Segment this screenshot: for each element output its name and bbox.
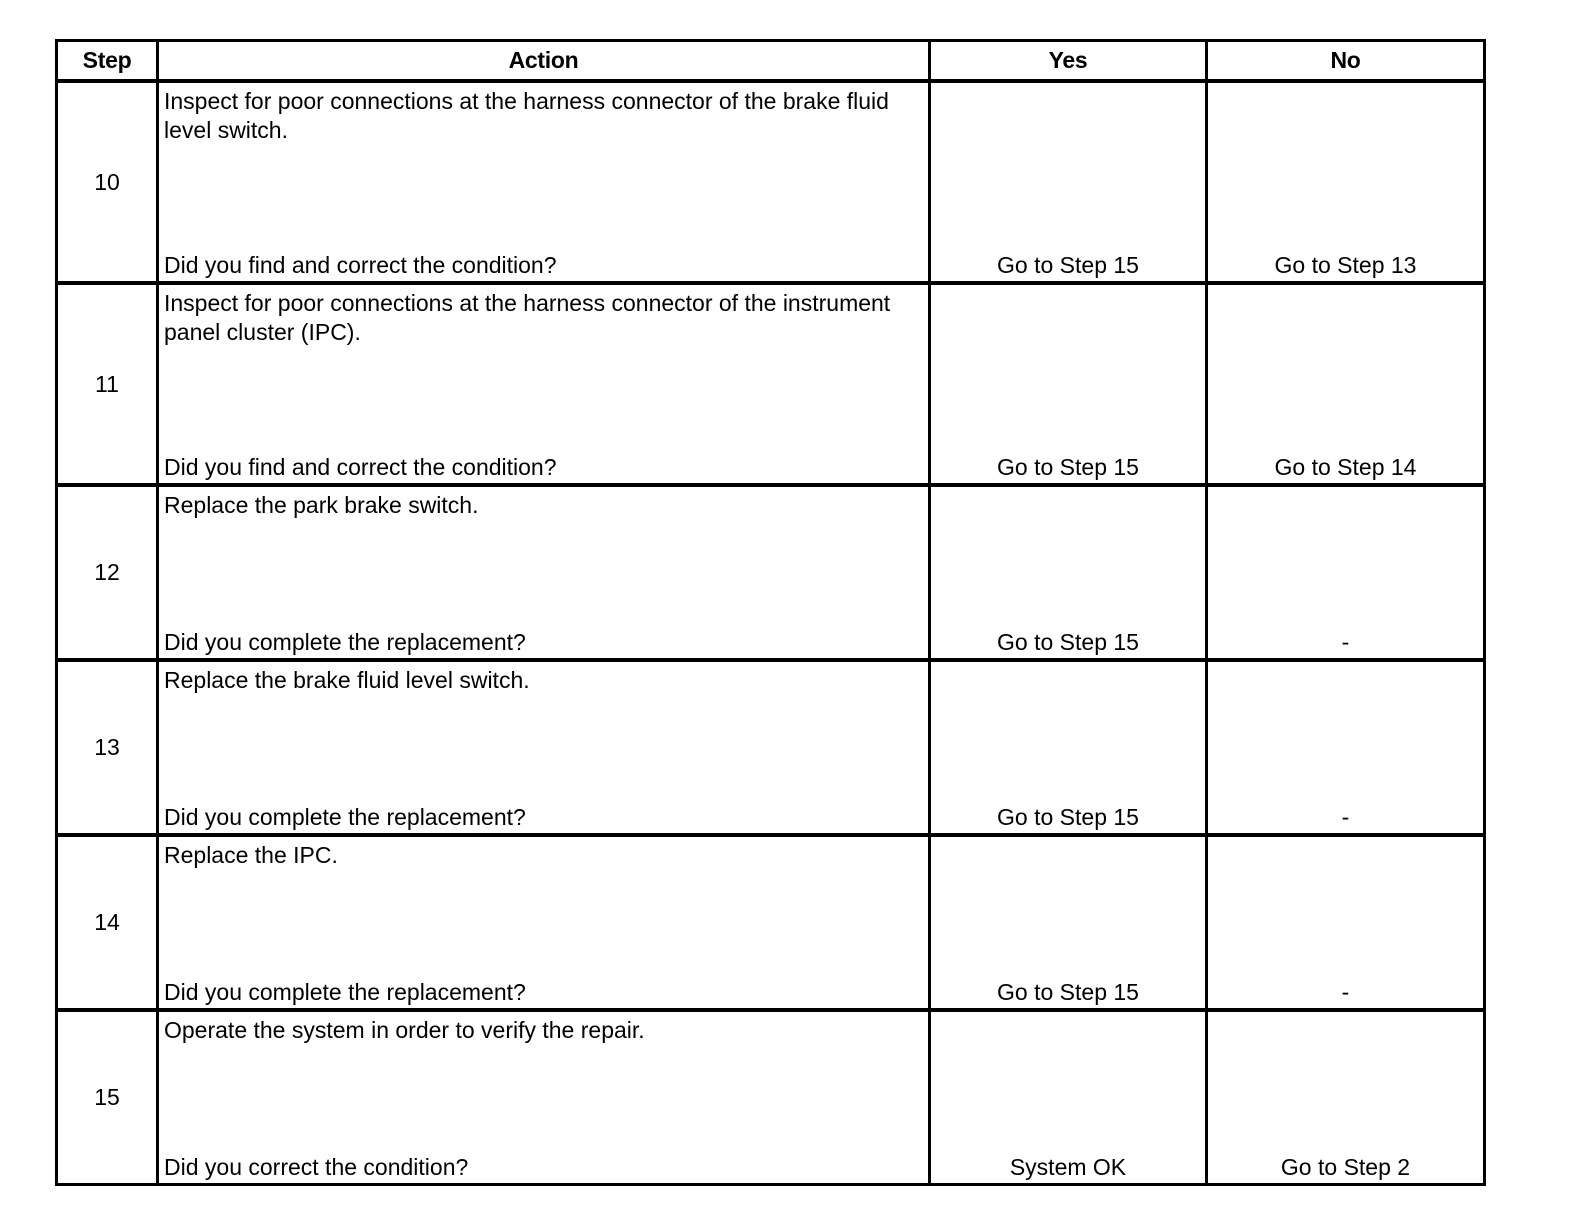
table-row xyxy=(57,283,1485,485)
header-step: Step xyxy=(57,41,158,82)
action-question: Did you find and correct the condition? xyxy=(164,454,557,480)
no-result: - xyxy=(1207,485,1485,660)
action-cell xyxy=(158,81,930,283)
step-number: 15 xyxy=(57,1010,158,1185)
table-row xyxy=(57,485,1485,660)
action-text: Replace the park brake switch. xyxy=(164,492,479,518)
step-number: 11 xyxy=(57,283,158,485)
no-result: Go to Step 14 xyxy=(1207,283,1485,485)
action-question: Did you complete the replacement? xyxy=(164,629,526,655)
yes-result: Go to Step 15 xyxy=(930,283,1207,485)
action-question: Did you complete the replacement? xyxy=(164,804,526,830)
table-row xyxy=(57,835,1485,1010)
action-cell xyxy=(158,660,930,835)
header-action: Action xyxy=(158,41,930,82)
no-result: - xyxy=(1207,835,1485,1010)
action-cell xyxy=(158,835,930,1010)
step-number: 10 xyxy=(57,81,158,283)
header-row xyxy=(57,41,1485,82)
action-text: Operate the system in order to verify the repair. xyxy=(164,1017,645,1043)
header-yes: Yes xyxy=(930,41,1207,82)
action-question: Did you correct the condition? xyxy=(164,1154,469,1180)
action-text: Replace the IPC. xyxy=(164,842,338,868)
step-number: 12 xyxy=(57,485,158,660)
action-cell xyxy=(158,485,930,660)
action-cell xyxy=(158,283,930,485)
action-question: Did you find and correct the condition? xyxy=(164,252,557,278)
no-result: Go to Step 13 xyxy=(1207,81,1485,283)
action-text: Replace the brake fluid level switch. xyxy=(164,667,530,693)
yes-result: Go to Step 15 xyxy=(930,660,1207,835)
yes-result: Go to Step 15 xyxy=(930,81,1207,283)
header-no: No xyxy=(1207,41,1485,82)
action-cell xyxy=(158,1010,930,1185)
diagnostic-table xyxy=(55,39,1486,1186)
action-text: Inspect for poor connections at the harness connector of the brake fluid level switch. xyxy=(164,88,889,143)
yes-result: System OK xyxy=(930,1010,1207,1185)
action-question: Did you complete the replacement? xyxy=(164,979,526,1005)
no-result: Go to Step 2 xyxy=(1207,1010,1485,1185)
yes-result: Go to Step 15 xyxy=(930,485,1207,660)
step-number: 14 xyxy=(57,835,158,1010)
action-text: Inspect for poor connections at the harness connector of the instrument panel cluster (IPC). xyxy=(164,290,891,345)
table-row xyxy=(57,660,1485,835)
table-row xyxy=(57,81,1485,283)
table-row xyxy=(57,1010,1485,1185)
yes-result: Go to Step 15 xyxy=(930,835,1207,1010)
step-number: 13 xyxy=(57,660,158,835)
no-result: - xyxy=(1207,660,1485,835)
